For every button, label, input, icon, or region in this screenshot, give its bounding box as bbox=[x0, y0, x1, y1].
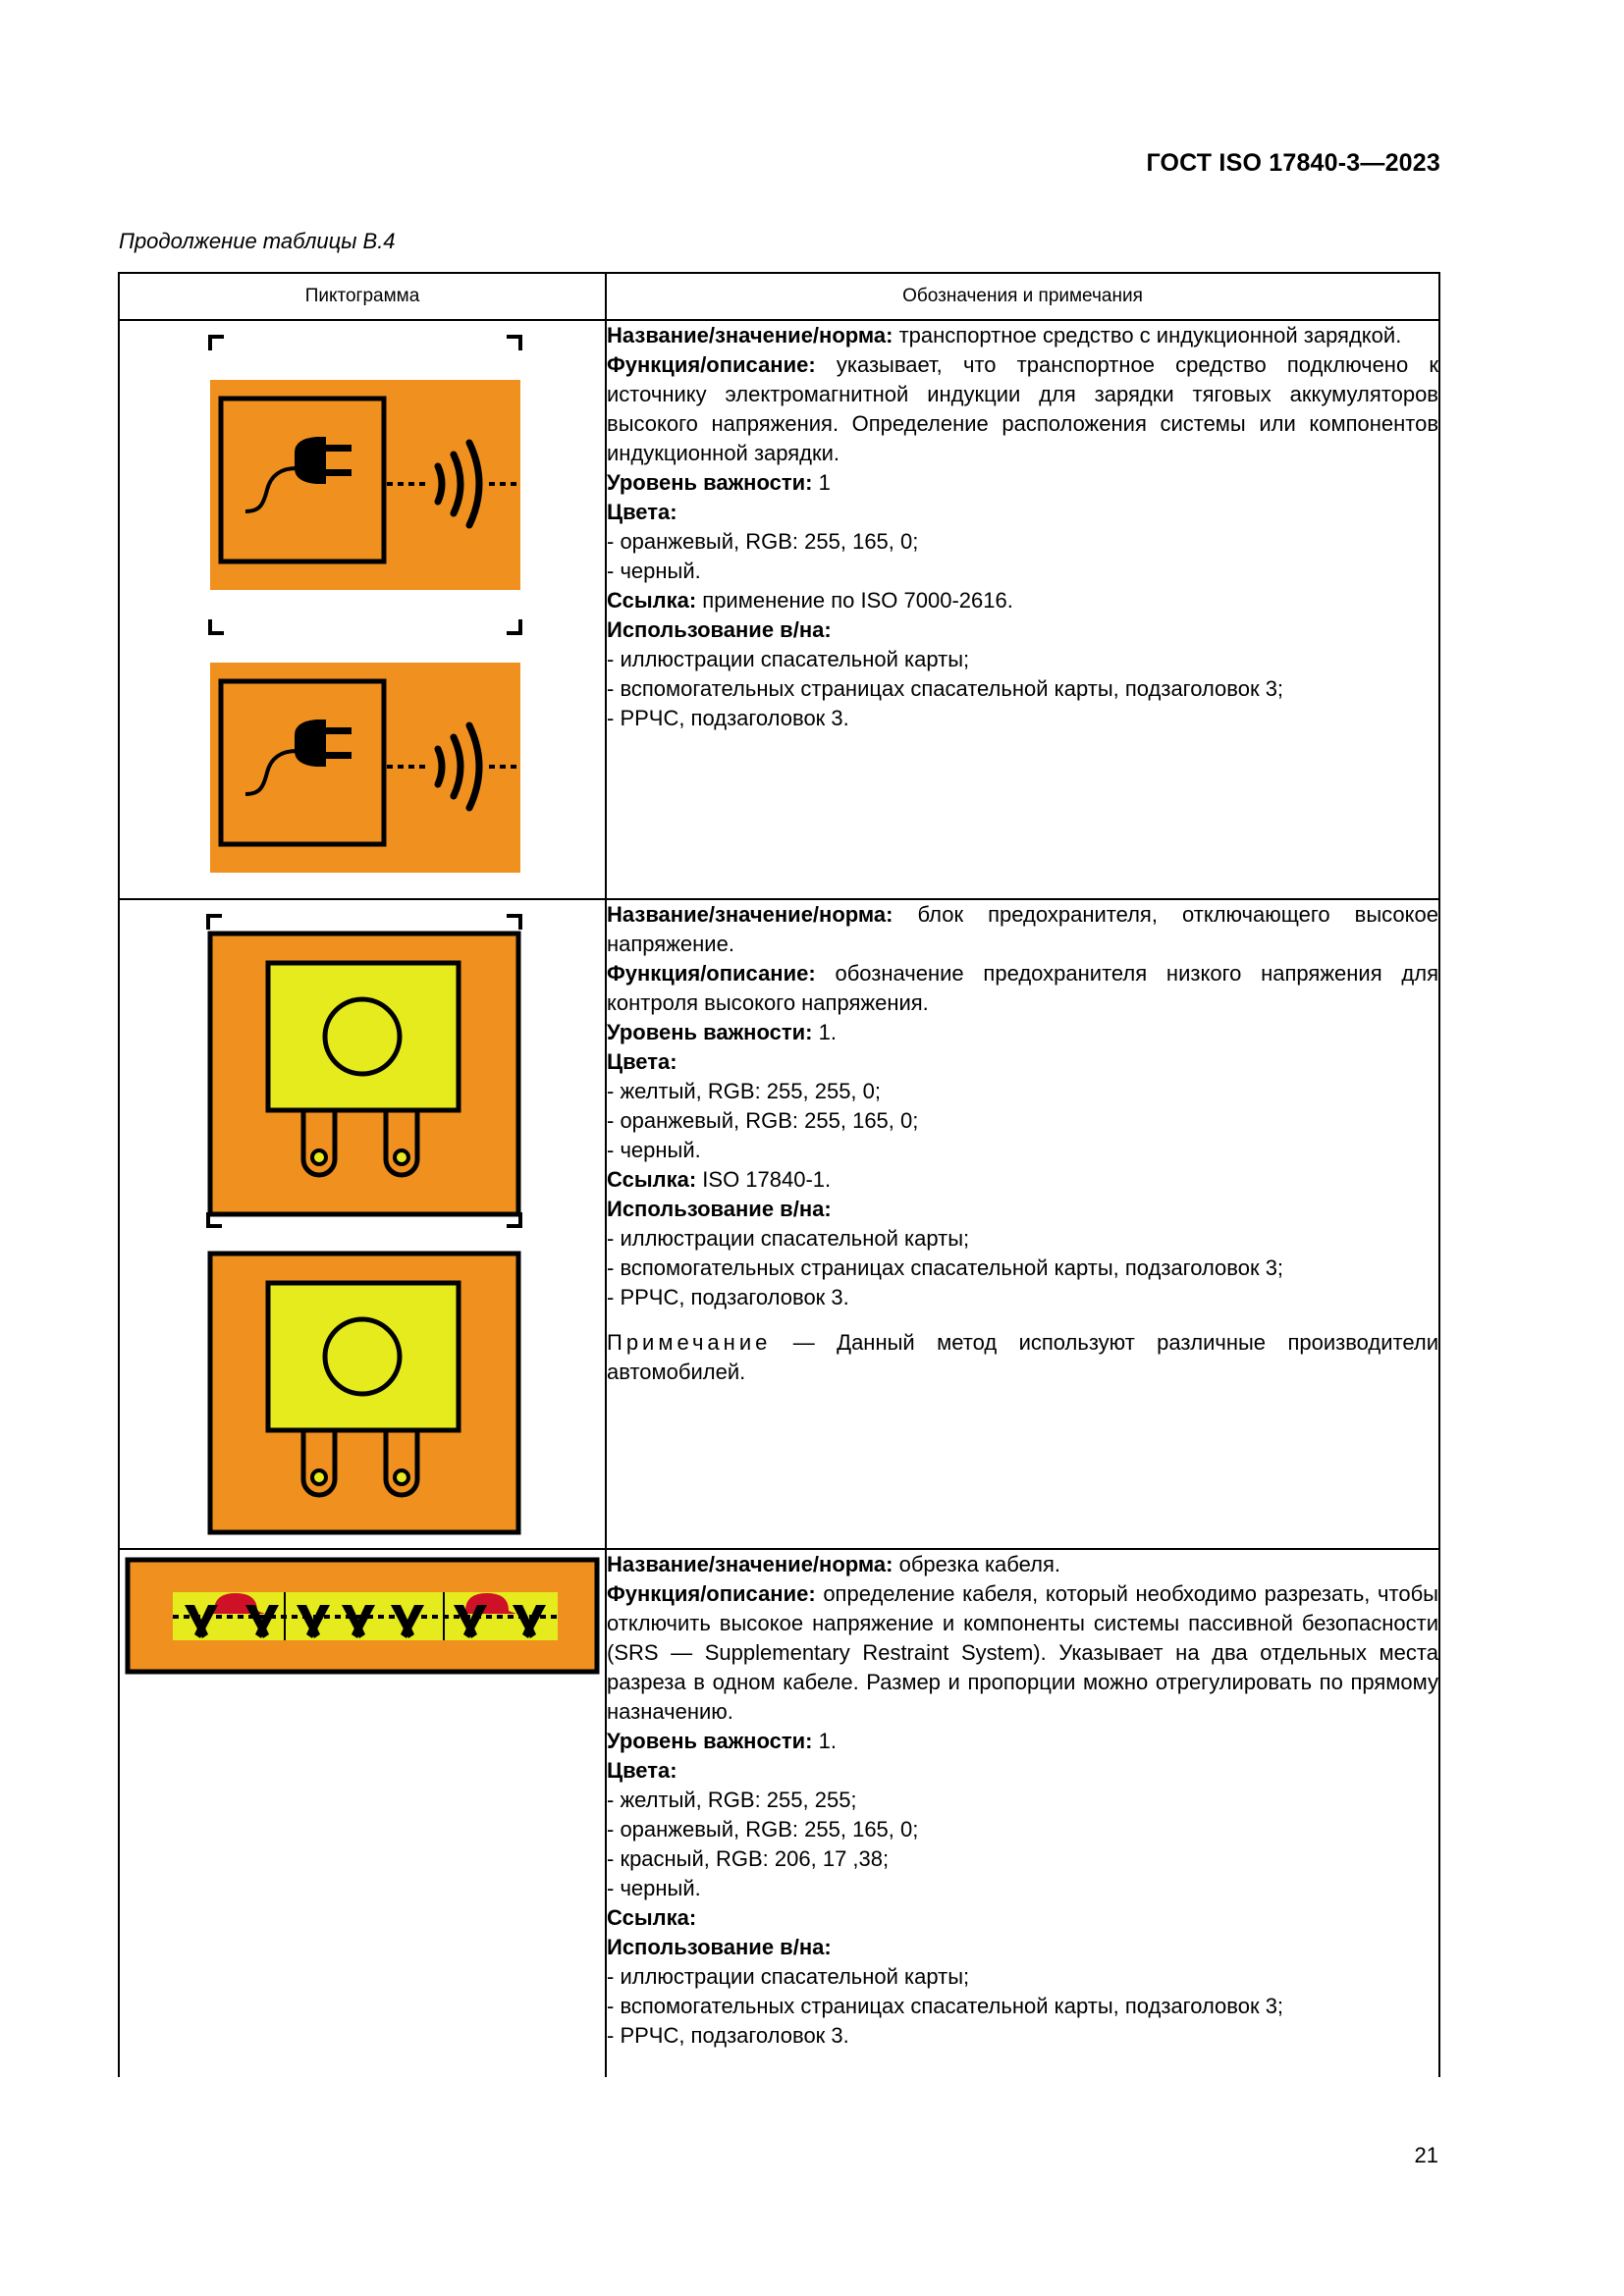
field-label: Использование в/на: bbox=[607, 617, 832, 642]
list-item: - черный. bbox=[607, 1138, 701, 1162]
field-value: блок предохранителя, отключающего высокое напряжение. bbox=[607, 902, 1438, 956]
list-item: - черный. bbox=[607, 1876, 701, 1900]
field-value: определение кабеля, который необходимо разрезать, чтобы отключить высокое напряжение и компоненты системы пассивной безопасности (SRS — Supplementary Restraint System). Указывает на два отдельных места разреза в одном кабеле. Размер и пропорции можно отрегулировать по прямому назначению. bbox=[607, 1581, 1438, 1724]
field-value: указывает, что транспортное средство подключено к источнику электромагнитной индукции для зарядки тяговых аккумуляторов высокого напряжения. Определение расположения системы или компонентов индукционной зарядки. bbox=[607, 352, 1438, 465]
list-item: - желтый, RGB: 255, 255, 0; bbox=[607, 1079, 882, 1103]
field-label: Уровень важности: bbox=[607, 1020, 813, 1044]
colors-list bbox=[607, 1786, 1438, 1903]
induction-sign-framed bbox=[210, 380, 520, 590]
field-label: Название/значение/норма: bbox=[607, 1552, 893, 1576]
pictogram-cell bbox=[119, 1549, 606, 2077]
list-item: - иллюстрации спасательной карты; bbox=[607, 1226, 970, 1251]
list-item: - вспомогательных страницах спасательной карты, подзаголовок 3; bbox=[607, 1994, 1284, 2018]
field-label: Функция/описание: bbox=[607, 352, 816, 377]
list-item: - иллюстрации спасательной карты; bbox=[607, 647, 970, 671]
list-item: - желтый, RGB: 255, 255; bbox=[607, 1788, 857, 1812]
usage-list bbox=[607, 1962, 1438, 2051]
description-cell bbox=[606, 899, 1439, 1549]
field-value: обрезка кабеля. bbox=[893, 1552, 1061, 1576]
colors-list bbox=[607, 527, 1438, 586]
field-label: Использование в/на: bbox=[607, 1197, 832, 1221]
list-item: - черный. bbox=[607, 559, 701, 583]
field-label: Уровень важности: bbox=[607, 1729, 813, 1753]
field-label: Функция/описание: bbox=[607, 961, 816, 986]
note-text: — Данный метод используют различные производители автомобилей. bbox=[607, 1330, 1438, 1384]
page-number: 21 bbox=[1414, 2143, 1438, 2167]
note bbox=[607, 1328, 1438, 1387]
induction-charging-icon bbox=[120, 321, 607, 898]
field-label: Цвета: bbox=[607, 1049, 677, 1074]
description-cell bbox=[606, 1549, 1439, 2077]
list-item: - вспомогательных страницах спасательной карты, подзаголовок 3; bbox=[607, 1255, 1284, 1280]
column-header-notes: Обозначения и примечания bbox=[606, 273, 1439, 320]
field-value: применение по ISO 7000-2616. bbox=[696, 588, 1013, 613]
list-item: - оранжевый, RGB: 255, 165, 0; bbox=[607, 1817, 919, 1842]
field-label: Цвета: bbox=[607, 1758, 677, 1783]
colors-list bbox=[607, 1077, 1438, 1165]
table-header-row bbox=[119, 273, 1439, 320]
field-label: Функция/описание: bbox=[607, 1581, 816, 1606]
field-label: Ссылка: bbox=[607, 1905, 697, 1930]
table-caption: Продолжение таблицы В.4 bbox=[119, 229, 396, 253]
field-label: Ссылка: bbox=[607, 1167, 697, 1192]
fuse-sign-framed bbox=[210, 934, 518, 1214]
pictogram-table bbox=[118, 272, 1440, 2077]
list-item: - красный, RGB: 206, 17 ,38; bbox=[607, 1846, 890, 1871]
table-row bbox=[119, 899, 1439, 1549]
field-label: Цвета: bbox=[607, 500, 677, 524]
field-value: 1 bbox=[812, 470, 831, 495]
cable-cut-icon bbox=[120, 1550, 607, 1727]
list-item: - вспомогательных страницах спасательной карты, подзаголовок 3; bbox=[607, 676, 1284, 701]
column-header-pictogram: Пиктограмма bbox=[119, 273, 606, 320]
field-value: ISO 17840-1. bbox=[696, 1167, 832, 1192]
usage-list bbox=[607, 1224, 1438, 1312]
field-value: транспортное средство с индукционной зарядкой. bbox=[893, 323, 1402, 347]
list-item: - РРЧС, подзаголовок 3. bbox=[607, 1285, 849, 1309]
field-label: Название/значение/норма: bbox=[607, 902, 893, 927]
pictogram-cell bbox=[119, 320, 606, 899]
induction-sign-plain bbox=[210, 663, 520, 873]
list-item: - иллюстрации спасательной карты; bbox=[607, 1964, 970, 1989]
field-label: Ссылка: bbox=[607, 588, 697, 613]
list-item: - оранжевый, RGB: 255, 165, 0; bbox=[607, 529, 919, 554]
list-item: - РРЧС, подзаголовок 3. bbox=[607, 706, 849, 730]
field-label: Уровень важности: bbox=[607, 470, 813, 495]
usage-list bbox=[607, 645, 1438, 733]
description-cell bbox=[606, 320, 1439, 899]
fuse-sign-plain bbox=[210, 1254, 518, 1532]
field-value: 1. bbox=[812, 1729, 837, 1753]
list-item: - оранжевый, RGB: 255, 165, 0; bbox=[607, 1108, 919, 1133]
table-row bbox=[119, 1549, 1439, 2077]
field-value: обозначение предохранителя низкого напряжения для контроля высокого напряжения. bbox=[607, 961, 1438, 1015]
fuse-block-icon bbox=[120, 900, 607, 1548]
document-code: ГОСТ ISO 17840-3—2023 bbox=[1146, 149, 1440, 177]
field-label: Использование в/на: bbox=[607, 1935, 832, 1959]
table-row bbox=[119, 320, 1439, 899]
pictogram-cell bbox=[119, 899, 606, 1549]
note-label: Примечание bbox=[607, 1330, 772, 1355]
list-item: - РРЧС, подзаголовок 3. bbox=[607, 2023, 849, 2048]
field-label: Название/значение/норма: bbox=[607, 323, 893, 347]
field-value: 1. bbox=[812, 1020, 837, 1044]
